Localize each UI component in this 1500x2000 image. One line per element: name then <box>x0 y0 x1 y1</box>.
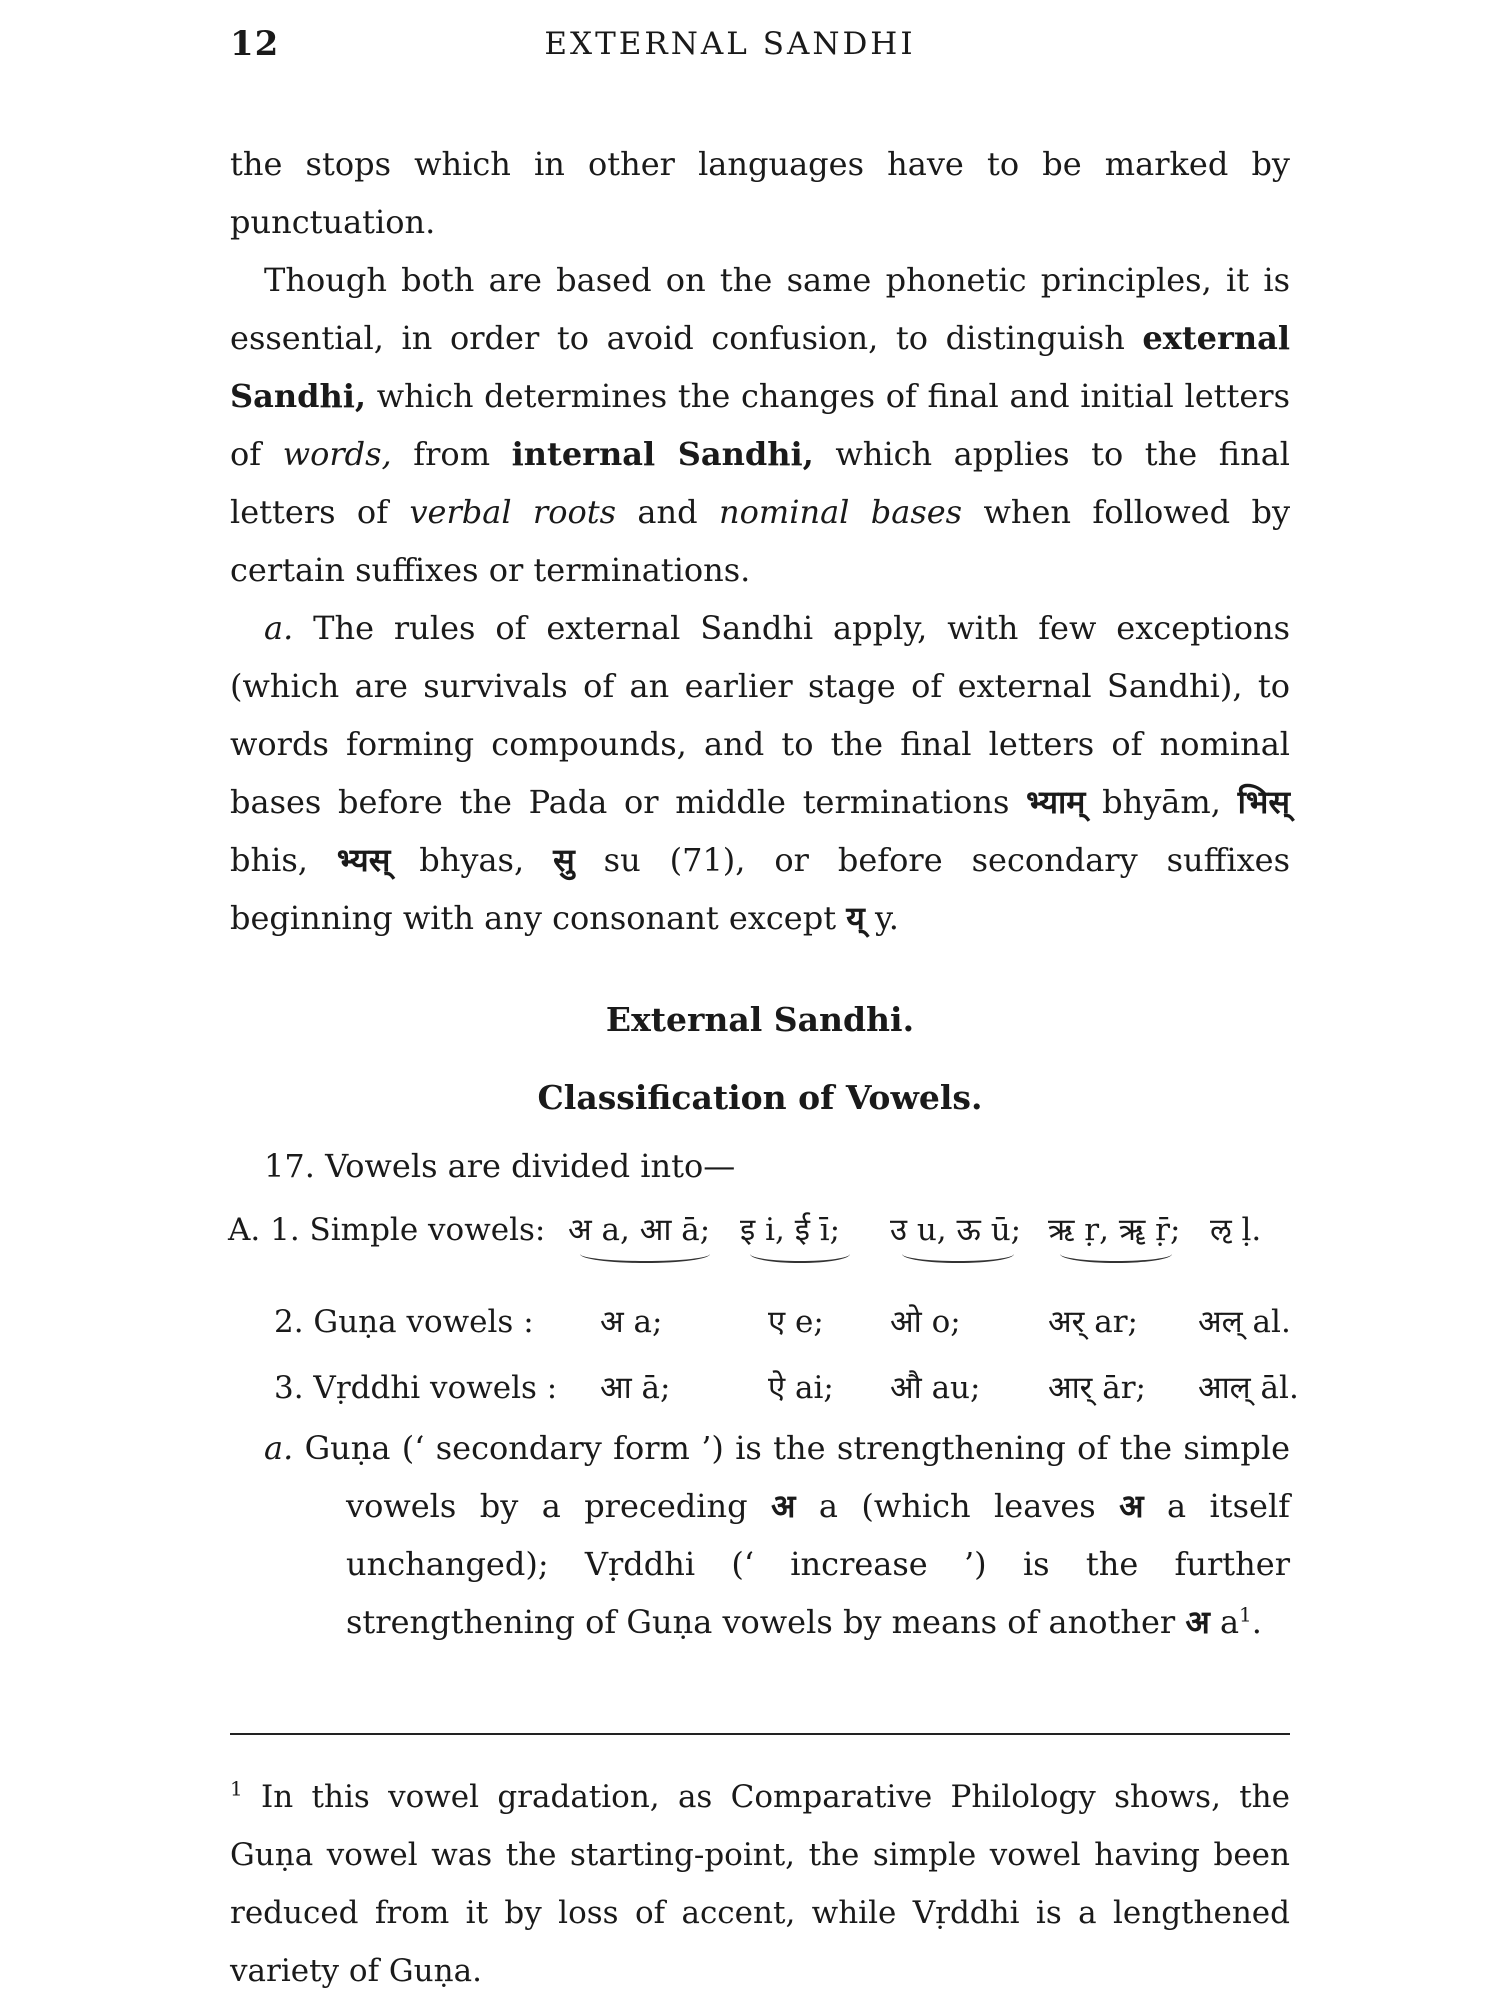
p2-italic-words: words, <box>282 435 392 473</box>
brace-a <box>580 1245 710 1263</box>
simple-vowel-group-l: ऌ ḷ. <box>1210 1212 1262 1248</box>
p3-deva-bhyam: भ्याम् <box>1026 783 1086 821</box>
simple-vowels-label: A. 1. Simple vowels: <box>228 1212 546 1248</box>
note-deva-a-3: अ <box>1185 1603 1210 1641</box>
brace-u <box>902 1245 1014 1263</box>
p3-deva-su: सु <box>553 841 575 879</box>
p3-deva-y: य् <box>846 899 865 937</box>
guna-vrddhi-note <box>230 1419 1290 1651</box>
note-deva-a-1: अ <box>771 1487 796 1525</box>
simple-vowel-group-u: उ u, ऊ ū; <box>890 1212 1022 1248</box>
simple-vowel-group-a: अ a, आ ā; <box>568 1212 711 1248</box>
p3-trans-5: y. <box>864 899 899 937</box>
p2-bold-external-sandhi: external Sandhi, <box>230 319 1290 415</box>
note-text-3: a itself unchanged); Vṛddhi (‘ increase ’) is the further strengthening of Guṇa vowels by means of another <box>346 1487 1291 1641</box>
guna-vowels-row <box>230 1287 1290 1353</box>
p2-bold-internal-sandhi: internal Sandhi, <box>511 435 814 473</box>
paragraph-3 <box>230 599 1290 947</box>
p2-text-1: Though both are based on the same phonetic principles, it is essential, in order to avoid confusion, to distinguish <box>230 261 1290 357</box>
p3-trans-2: bhis, <box>230 841 337 879</box>
guna-vowel-al: अल् al. <box>1198 1304 1291 1340</box>
p2-text-5: and <box>616 493 719 531</box>
footnote <box>230 1768 1290 2000</box>
note-text-1: Guṇa (‘ secondary form ’) is the strengthening of the simple vowels by a preceding <box>293 1429 1290 1525</box>
brace-i <box>750 1245 850 1263</box>
p3-text-1: The rules of external Sandhi apply, with few exceptions (which are survivals of an earlier stage of external Sandhi), to words forming compounds, and to the final letters of nominal bases before the Pada or middle terminations <box>230 609 1290 821</box>
running-head <box>230 24 1290 74</box>
guna-vowel-o: ओ o; <box>890 1304 961 1340</box>
guna-vowels-label: 2. Guṇa vowels : <box>274 1304 534 1340</box>
p3-trans-1: bhyām, <box>1085 783 1238 821</box>
vrddhi-vowel-au: औ au; <box>890 1370 981 1406</box>
footnote-marker: 1 <box>230 1776 243 1801</box>
guna-vowel-ar: अर् ar; <box>1048 1304 1138 1340</box>
p3-trans-4: su (71), or before secondary suffixes beginning with any consonant except <box>230 841 1291 937</box>
p2-text-2: which determines the changes of final and initial letters of <box>230 377 1290 473</box>
simple-vowels-row <box>230 1195 1290 1287</box>
p2-text-4: which applies to the final letters of <box>230 435 1291 531</box>
p2-italic-nominal-bases: nominal bases <box>719 493 963 531</box>
paragraph-1: the stops which in other languages have to be marked by punctuation. <box>230 145 1290 241</box>
vrddhi-vowel-ai: ऐ ai; <box>768 1370 834 1406</box>
note-text-2: a (which leaves <box>795 1487 1120 1525</box>
guna-vowel-e: ए e; <box>768 1304 824 1340</box>
heading-classification-of-vowels: Classification of Vowels. <box>537 1078 983 1117</box>
p3-trans-3: bhyas, <box>390 841 554 879</box>
note-text-5: . <box>1251 1603 1262 1641</box>
footnote-body: In this vowel gradation, as Comparative Philology shows, the Guṇa vowel was the starting-point, the simple vowel having been reduced from it by loss of accent, while Vṛddhi is a lengthened variety of Guṇa. <box>230 1779 1290 1989</box>
note-label: a. <box>264 1429 294 1467</box>
vrddhi-vowels-row <box>230 1353 1299 1419</box>
body-text <box>228 135 1299 1651</box>
p3-deva-bhis: भिस् <box>1237 783 1291 821</box>
guna-vowel-a: अ a; <box>600 1304 663 1340</box>
footnote-text <box>230 1768 1290 2000</box>
header-title: EXTERNAL SANDHI <box>544 26 916 62</box>
heading-external-sandhi: External Sandhi. <box>605 1000 915 1039</box>
vrddhi-vowels-label: 3. Vṛddhi vowels : <box>274 1370 558 1406</box>
note-text-4: a <box>1209 1603 1240 1641</box>
footnote-reference: 1 <box>1239 1602 1252 1627</box>
p3-deva-bhyas: भ्यस् <box>336 841 391 879</box>
page-number: 12 <box>230 24 280 64</box>
vowels-intro: 17. Vowels are divided into— <box>264 1147 736 1185</box>
p2-text-6: when followed by certain suffixes or terminations. <box>230 493 1291 589</box>
note-deva-a-2: अ <box>1119 1487 1144 1525</box>
simple-vowel-group-r: ऋ ṛ, ॠ ṝ; <box>1048 1212 1181 1248</box>
vrddhi-vowel-ar: आर् ār; <box>1048 1370 1146 1406</box>
paragraph-2 <box>230 251 1290 599</box>
footnote-rule <box>230 1733 1290 1735</box>
vrddhi-vowel-al: आल् āl. <box>1198 1370 1299 1406</box>
p2-text-3: from <box>391 435 512 473</box>
p2-italic-verbal-roots: verbal roots <box>409 493 617 531</box>
p3-label: a. <box>264 609 294 647</box>
vrddhi-vowel-a: आ ā; <box>600 1370 671 1406</box>
simple-vowel-group-i: इ i, ई ī; <box>740 1212 841 1248</box>
brace-r <box>1060 1245 1172 1263</box>
